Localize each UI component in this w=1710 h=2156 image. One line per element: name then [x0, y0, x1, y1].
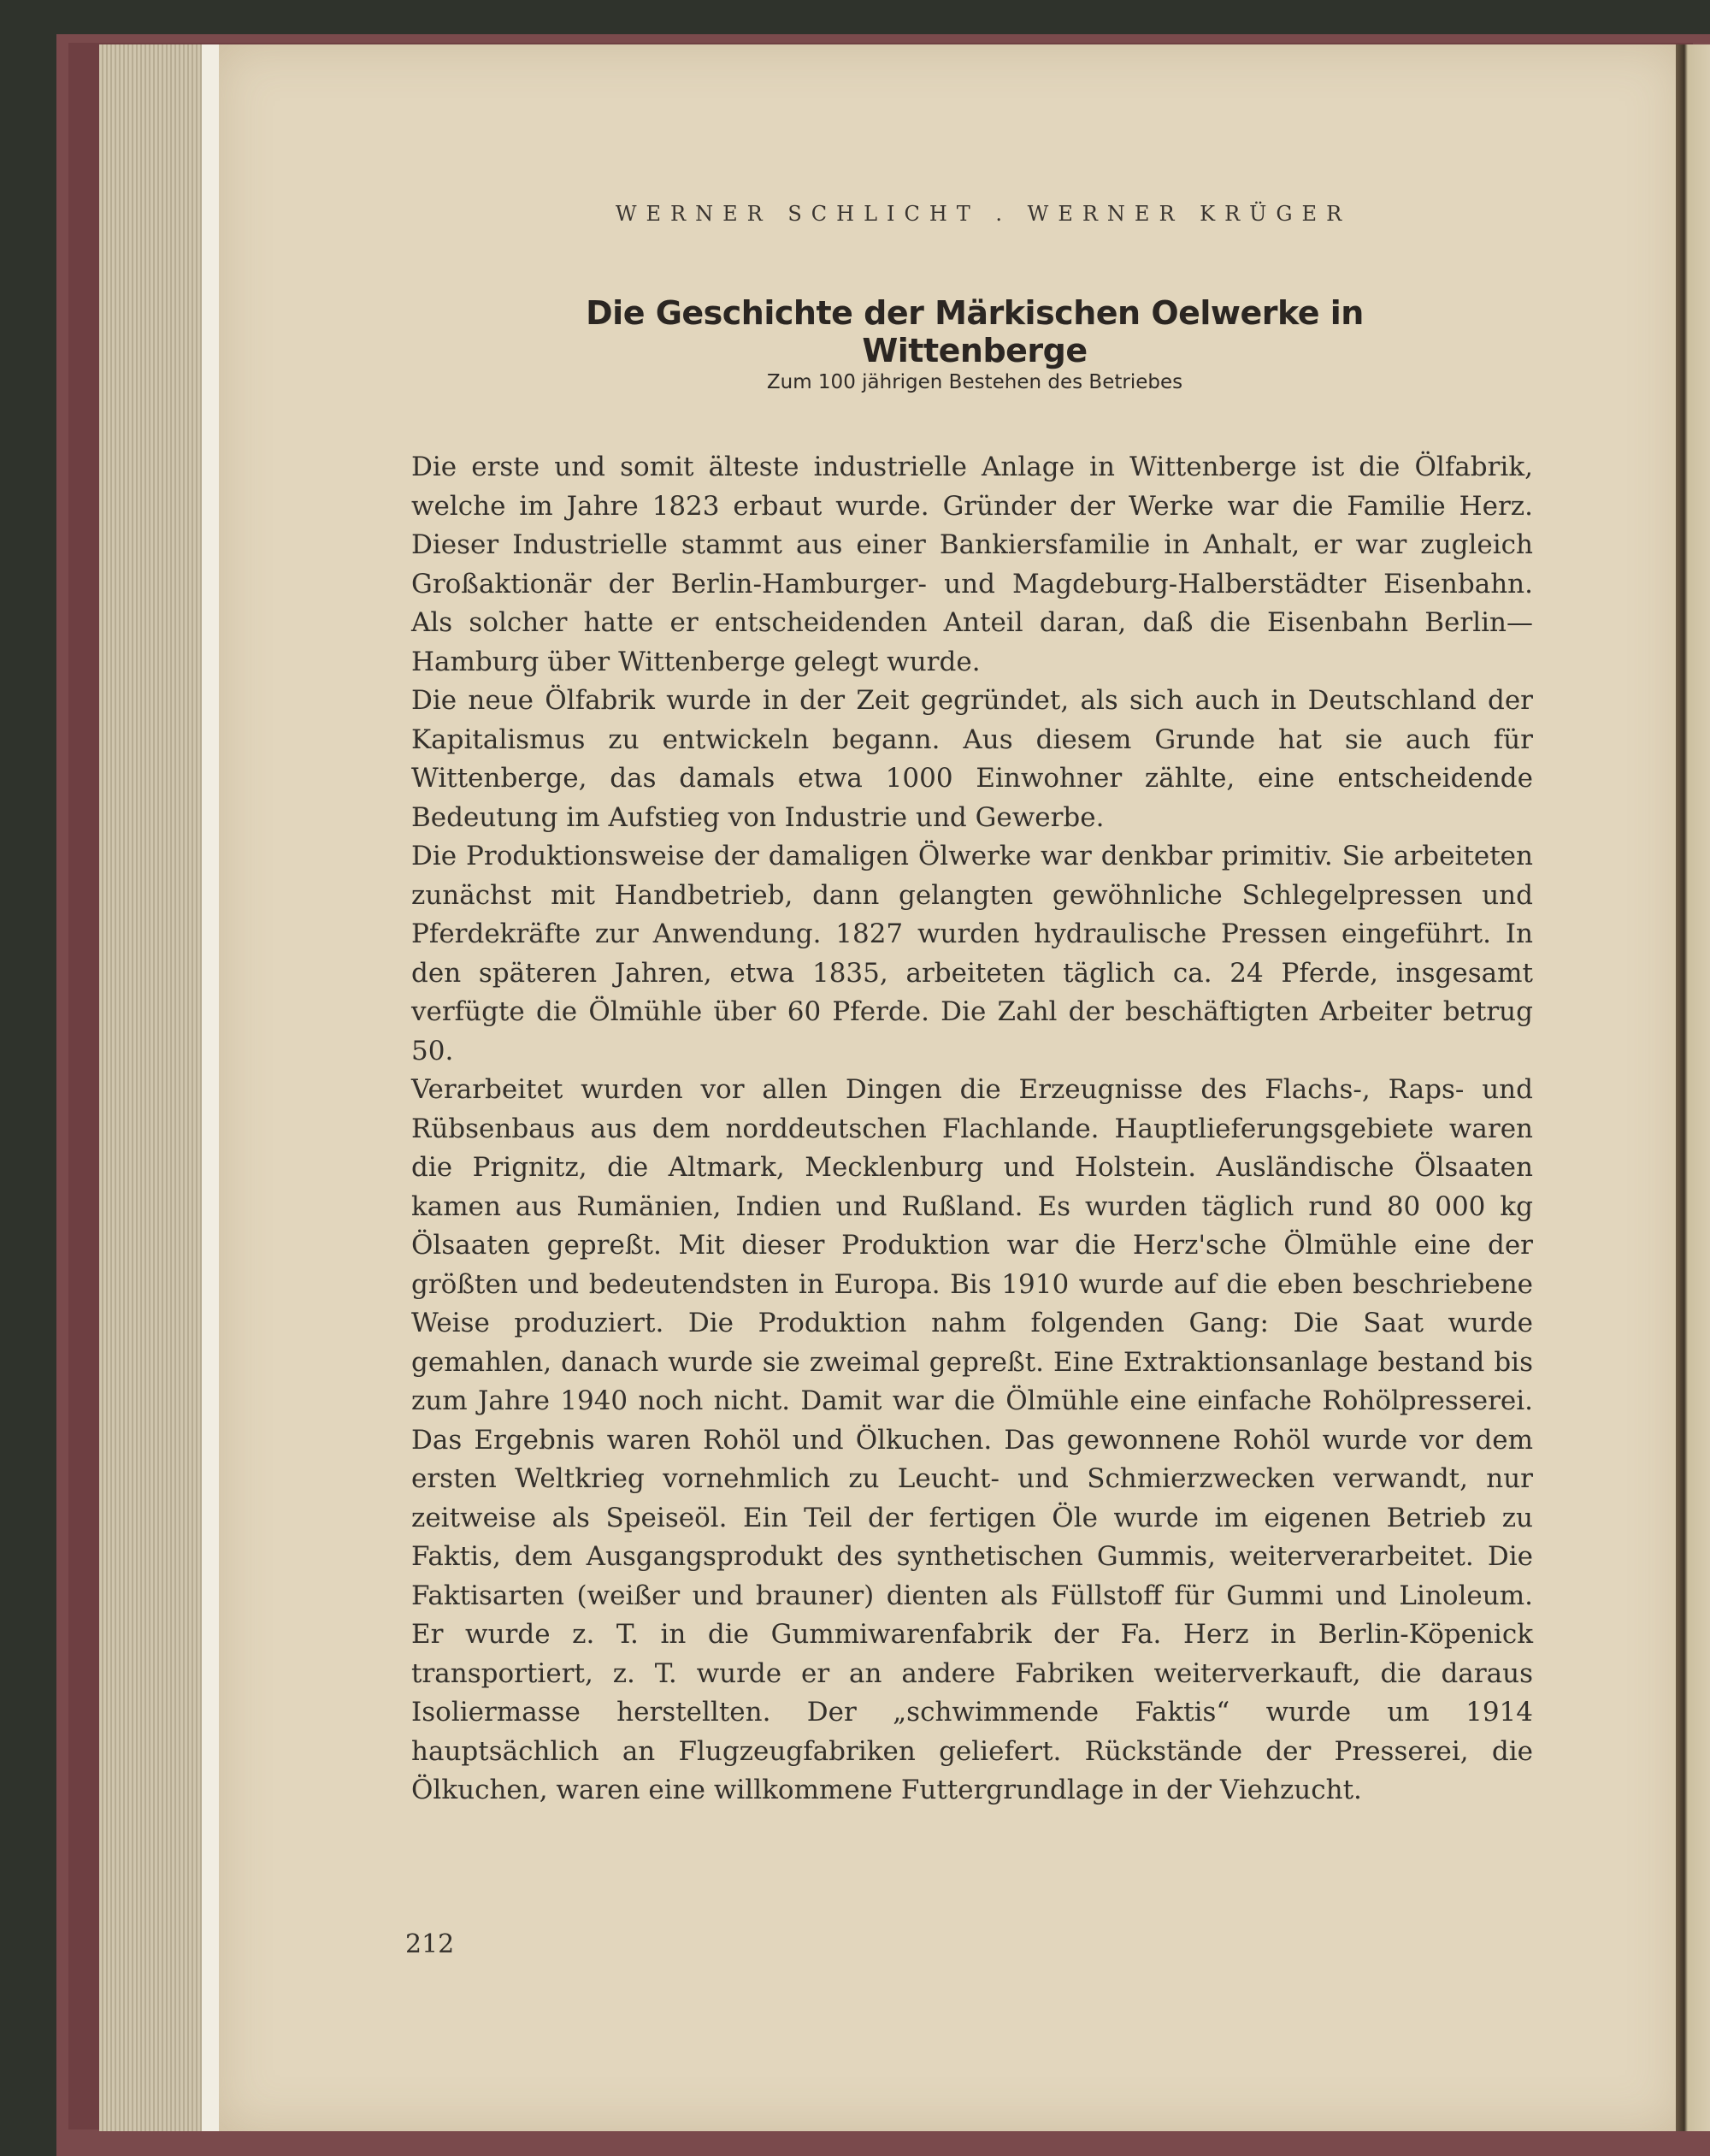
article-title: Die Geschichte der Märkischen Oelwerke in Wittenberge — [586, 294, 1364, 369]
author-line: WERNER SCHLICHT . WERNER KRÜGER — [615, 202, 1352, 226]
paragraph-2: Die neue Ölfabrik wurde in der Zeit gegründet, als sich auch in Deutschland der Kapitalismus zu entwickeln begann. Aus diesem Grunde hat sie auch für Wittenberge, das damals etwa 1000 Einwohner zählte, eine entscheidende Bedeutung im Aufstieg von Industrie und Gewerbe. — [411, 685, 1533, 833]
page-number: 212 — [405, 1929, 455, 1959]
paragraph-1: Die erste und somit älteste industrielle Anlage in Wittenberge ist die Ölfabrik, welche im Jahre 1823 erbaut wurde. Gründer der Werke war die Familie Herz. Dieser Industrielle stammt aus einer Bankiersfamilie in Anhalt, er war zugleich Großaktionär der Berlin-Hamburger- und Magdeburg-Halberstädter Eisenbahn. Als solcher hatte er entscheidenden Anteil daran, daß die Eisenbahn Berlin—Hamburg über Wittenberge gelegt wurde. — [411, 452, 1533, 677]
paragraph-3: Die Produktionsweise der damaligen Ölwerke war denkbar primitiv. Sie arbeiteten zunächst mit Handbetrieb, dann gelangten gewöhnliche Schlegelpressen und Pferdekräfte zur Anwendung. 1827 wurden hydraulische Pressen eingeführt. In den späteren Jahren, etwa 1835, arbeiteten täglich ca. 24 Pferde, insgesamt verfügte die Ölmühle über 60 Pferde. Die Zahl der beschäftigten Arbeiter betrug 50. — [411, 841, 1533, 1066]
book-gutter — [1676, 44, 1710, 2131]
paragraph-4: Verarbeitet wurden vor allen Dingen die Erzeugnisse des Flachs-, Raps- und Rübsenbaus aus dem norddeutschen Flachlande. Hauptlieferungsgebiete waren die Prignitz, die Altmark, Mecklenburg und Holstein. Ausländische Ölsaaten kamen aus Rumänien, Indien und Rußland. Es wurden täglich rund 80 000 kg Ölsaaten gepreßt. Mit dieser Produktion war die Herz'sche Ölmühle eine der größten und bedeutendsten in Europa. Bis 1910 wurde auf die eben beschriebene Weise produziert. Die Produktion nahm folgenden Gang: Die Saat wurde gemahlen, danach wurde sie zweimal gepreßt. Eine Extraktionsanlage bestand bis zum Jahre 1940 noch nicht. Damit war die Ölmühle eine einfache Rohölpresserei. Das Ergebnis waren Rohöl und Ölkuchen. Das gewonnene Rohöl wurde vor dem ersten Weltkrieg vornehmlich zu Leucht- und Schmierzwecken verwandt, nur zeitweise als Speiseöl. Ein Teil der fertigen Öle wurde im eigenen Betrieb zu Faktis, dem Ausgangsprodukt des synthetischen Gummis, weiterverarbeitet. Die Faktisarten (weißer und brauner) dienten als Füllstoff für Gummi und Linoleum. Er wurde z. T. in die Gummiwarenfabrik der Fa. Herz in Berlin-Köpenick transportiert, z. T. wurde er an andere Fabriken weiterverkauft, die daraus Isoliermasse herstellten. Der „schwimmende Faktis“ wurde um 1914 hauptsächlich an Flugzeugfabriken geliefert. Rückstände der Presserei, die Ölkuchen, waren eine willkommene Futtergrundlage in der Viehzucht. — [411, 1074, 1533, 1805]
article-body — [411, 448, 1533, 1810]
article-subtitle: Zum 100 jährigen Bestehen des Betriebes — [766, 371, 1183, 393]
page-edges — [99, 44, 219, 2131]
